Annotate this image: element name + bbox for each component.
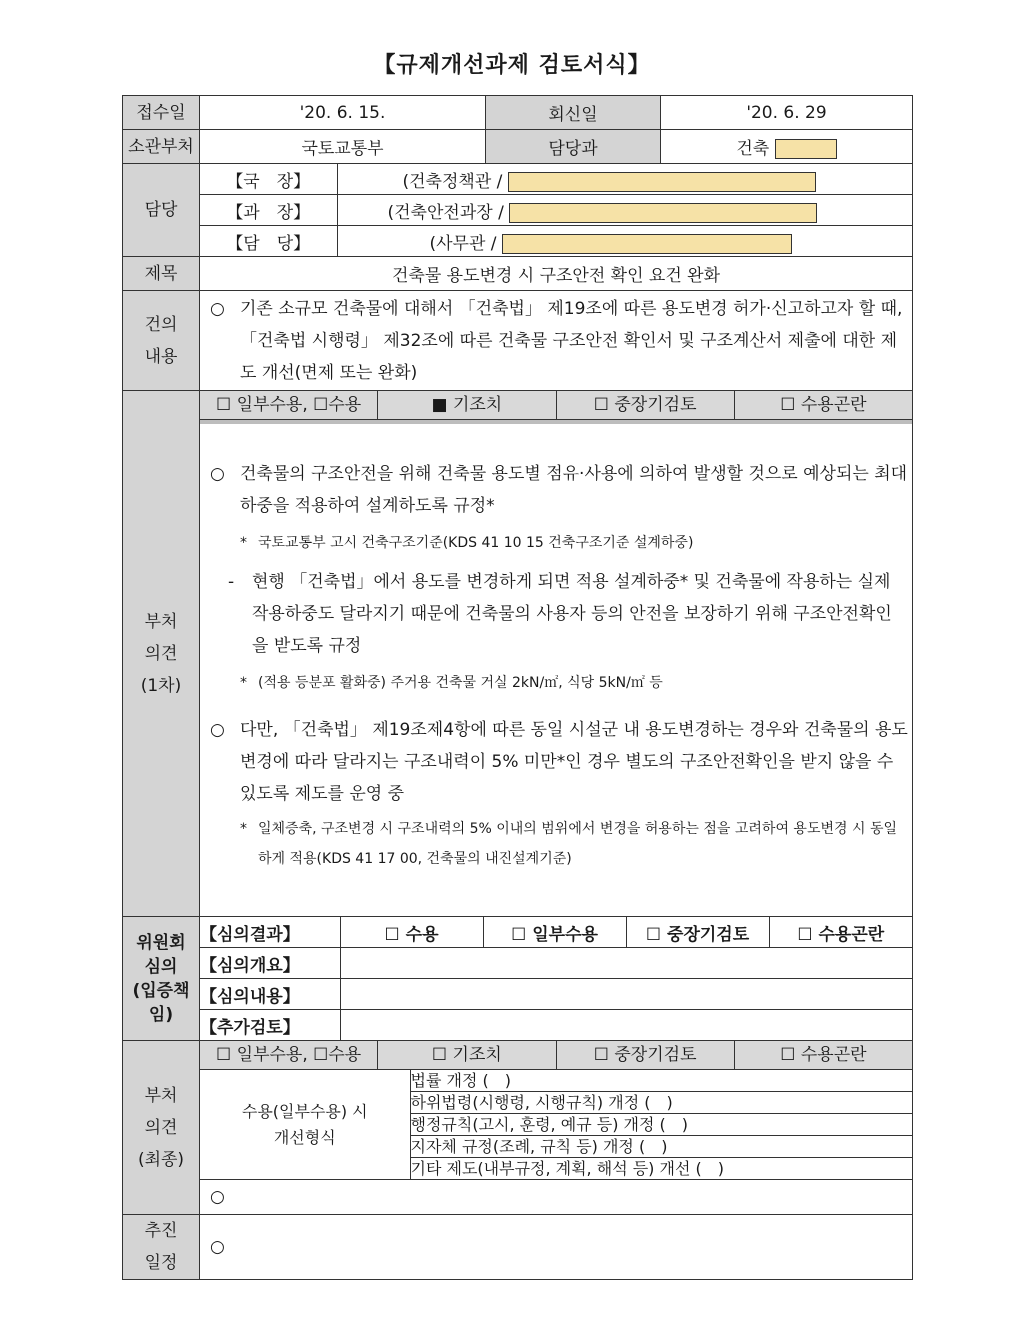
proposal-cell <box>200 291 913 391</box>
director-name: (건축정책관 / <box>402 171 503 192</box>
opinion-final-label: 부처 의견 (최종) <box>123 1041 200 1215</box>
final-option-reject[interactable]: ☐ 수용곤란 <box>780 1045 867 1065</box>
opinion1-note-2 <box>200 668 912 698</box>
department-label: 담당과 <box>486 130 661 164</box>
receipt-date-value: '20. 6. 15. <box>200 96 486 130</box>
committee-content-value[interactable] <box>340 979 912 1010</box>
committee-result-label: 【심의결과】 <box>200 917 340 948</box>
asterisk-icon: * <box>240 675 247 691</box>
asterisk-icon: * <box>240 821 247 837</box>
improvement-form-label: 수용(일부수용) 시 개선형식 <box>200 1070 410 1180</box>
redaction-box <box>502 234 792 254</box>
opinion1-note-text-3: 일체증축, 구조변경 시 구조내력의 5% 이내의 범위에서 변경을 허용하는 점을 고려하여 용도변경 시 동일하게 적용(KDS 41 17 00, 건축물의 내진설계기준) <box>258 821 897 867</box>
officer-name: (사무관 / <box>429 233 497 254</box>
opinion1-note-text-1: 국토교통부 고시 건축구조기준(KDS 41 10 15 건축구조기준 설계하중) <box>258 535 694 551</box>
proposal-label: 건의 내용 <box>123 291 200 391</box>
final-option-long-term[interactable]: ☐ 중장기검토 <box>557 1041 735 1069</box>
contact-table <box>200 164 912 256</box>
schedule-label: 추진 일정 <box>123 1215 200 1280</box>
committee-table <box>200 917 912 1040</box>
opinion1-paragraph-3 <box>200 714 912 810</box>
improvement-form-table <box>200 1070 912 1180</box>
form-other[interactable]: 기타 제도(내부규정, 계획, 해석 등) 개선 ( ) <box>410 1158 912 1180</box>
department-value: 건축 <box>736 139 770 159</box>
ministry-value: 국토교통부 <box>200 130 486 164</box>
opinion1-cell <box>200 391 913 917</box>
committee-label: 위원회 심의 (입증책임) <box>123 917 200 1041</box>
opinion1-paragraph-1 <box>200 458 912 522</box>
opinion-final-options <box>200 1041 912 1070</box>
redaction-box <box>509 203 817 223</box>
officer-role: 【담 당】 <box>200 226 337 257</box>
form-decree[interactable]: 하위법령(시행령, 시행규칙) 개정 ( ) <box>410 1092 912 1114</box>
form-admin-rule[interactable]: 행정규칙(고시, 훈령, 예규 등) 개정 ( ) <box>410 1114 912 1136</box>
subject-label: 제목 <box>123 257 200 291</box>
subject-value: 건축물 용도변경 시 구조안전 확인 요건 완화 <box>200 257 913 291</box>
bullet-circle-icon: ○ <box>210 1237 225 1257</box>
committee-summary-value[interactable] <box>340 948 912 979</box>
bullet-circle-icon: ○ <box>210 298 225 319</box>
department-cell <box>661 130 913 164</box>
proposal-paragraph <box>200 293 912 389</box>
bullet-circle-icon: ○ <box>210 720 225 740</box>
asterisk-icon: * <box>240 535 247 551</box>
opinion1-paragraph-2 <box>200 566 912 662</box>
committee-extra-label: 【추가검토】 <box>200 1010 340 1041</box>
form-law[interactable]: 법률 개정 ( ) <box>410 1070 912 1092</box>
option-partial-accept[interactable]: ☐ 일부수용, ☐수용 <box>200 391 378 419</box>
committee-result-partial[interactable]: ☐ 일부수용 <box>483 917 626 948</box>
committee-cell <box>200 917 913 1041</box>
dash-icon: - <box>228 572 235 592</box>
option-long-term[interactable]: ☐ 중장기검토 <box>557 391 735 419</box>
committee-content-label: 【심의내용】 <box>200 979 340 1010</box>
committee-extra-value[interactable] <box>340 1010 912 1041</box>
final-opinion-row[interactable] <box>200 1180 912 1214</box>
document-title: 【규제개선과제 검토서식】 <box>373 53 651 78</box>
committee-result-reject[interactable]: ☐ 수용곤란 <box>769 917 912 948</box>
bullet-circle-icon: ○ <box>210 464 225 484</box>
director-name-cell <box>337 164 912 195</box>
reply-date-value: '20. 6. 29 <box>661 96 913 130</box>
redaction-box <box>775 139 837 159</box>
opinion1-note-1 <box>200 528 912 558</box>
schedule-cell[interactable] <box>200 1215 913 1280</box>
opinion1-text-1: 건축물의 구조안전을 위해 건축물 용도별 점유·사용에 의하여 발생할 것으로 예상되는 최대하중을 적용하여 설계하도록 규정* <box>240 464 908 516</box>
ministry-label: 소관부처 <box>123 130 200 164</box>
opinion1-note-text-2: (적용 등분포 활화중) 주거용 건축물 거실 2kN/㎡, 식당 5kN/㎡ 등 <box>258 675 663 691</box>
contact-label: 담당 <box>123 164 200 257</box>
bullet-circle-icon: ○ <box>210 1187 225 1207</box>
opinion1-label: 부처 의견 (1차) <box>123 391 200 917</box>
option-already-done[interactable]: ■ 기조치 <box>378 391 556 419</box>
proposal-text: 기존 소규모 건축물에 대해서 「건축법」 제19조에 따른 용도변경 허가·신고하고자 할 때, 「건축법 시행령」 제32조에 따른 건축물 구조안전 확인서 및 구조계산서 제출에 대한 제도 개선(면제 또는 완화) <box>240 298 903 383</box>
final-option-already-done[interactable]: ☐ 기조치 <box>378 1041 556 1069</box>
opinion1-options <box>200 391 912 420</box>
review-form-table <box>122 95 913 1280</box>
option-reject[interactable]: ☐ 수용곤란 <box>780 395 867 415</box>
committee-result-long-term[interactable]: ☐ 중장기검토 <box>626 917 769 948</box>
opinion1-note-3 <box>200 814 912 874</box>
manager-role: 【과 장】 <box>200 195 337 226</box>
redaction-box <box>508 172 816 192</box>
opinion-final-cell <box>200 1041 913 1215</box>
director-role: 【국 장】 <box>200 164 337 195</box>
committee-result-accept[interactable]: ☐ 수용 <box>340 917 483 948</box>
opinion1-text-3: 다만, 「건축법」 제19조제4항에 따른 동일 시설군 내 용도변경하는 경우와 건축물의 용도변경에 따라 달라지는 구조내력이 5% 미만*인 경우 별도의 구조안전확인을 받지 않을 수 있도록 제도를 운영 중 <box>240 720 908 804</box>
contact-cell <box>200 164 913 257</box>
officer-name-cell <box>337 226 912 257</box>
committee-summary-label: 【심의개요】 <box>200 948 340 979</box>
reply-date-label: 회신일 <box>486 96 661 130</box>
opinion1-text-2: 현행 「건축법」에서 용도를 변경하게 되면 적용 설계하중* 및 건축물에 작용하는 실제 작용하중도 달라지기 때문에 건축물의 사용자 등의 안전을 보장하기 위해 구조안전확인을 받도록 규정 <box>252 572 892 656</box>
manager-name: (건축안전과장 / <box>387 202 504 223</box>
receipt-date-label: 접수일 <box>123 96 200 130</box>
manager-name-cell <box>337 195 912 226</box>
form-local-rule[interactable]: 지자체 규정(조례, 규칙 등) 개정 ( ) <box>410 1136 912 1158</box>
final-option-partial-accept[interactable]: ☐ 일부수용, ☐수용 <box>200 1041 378 1069</box>
